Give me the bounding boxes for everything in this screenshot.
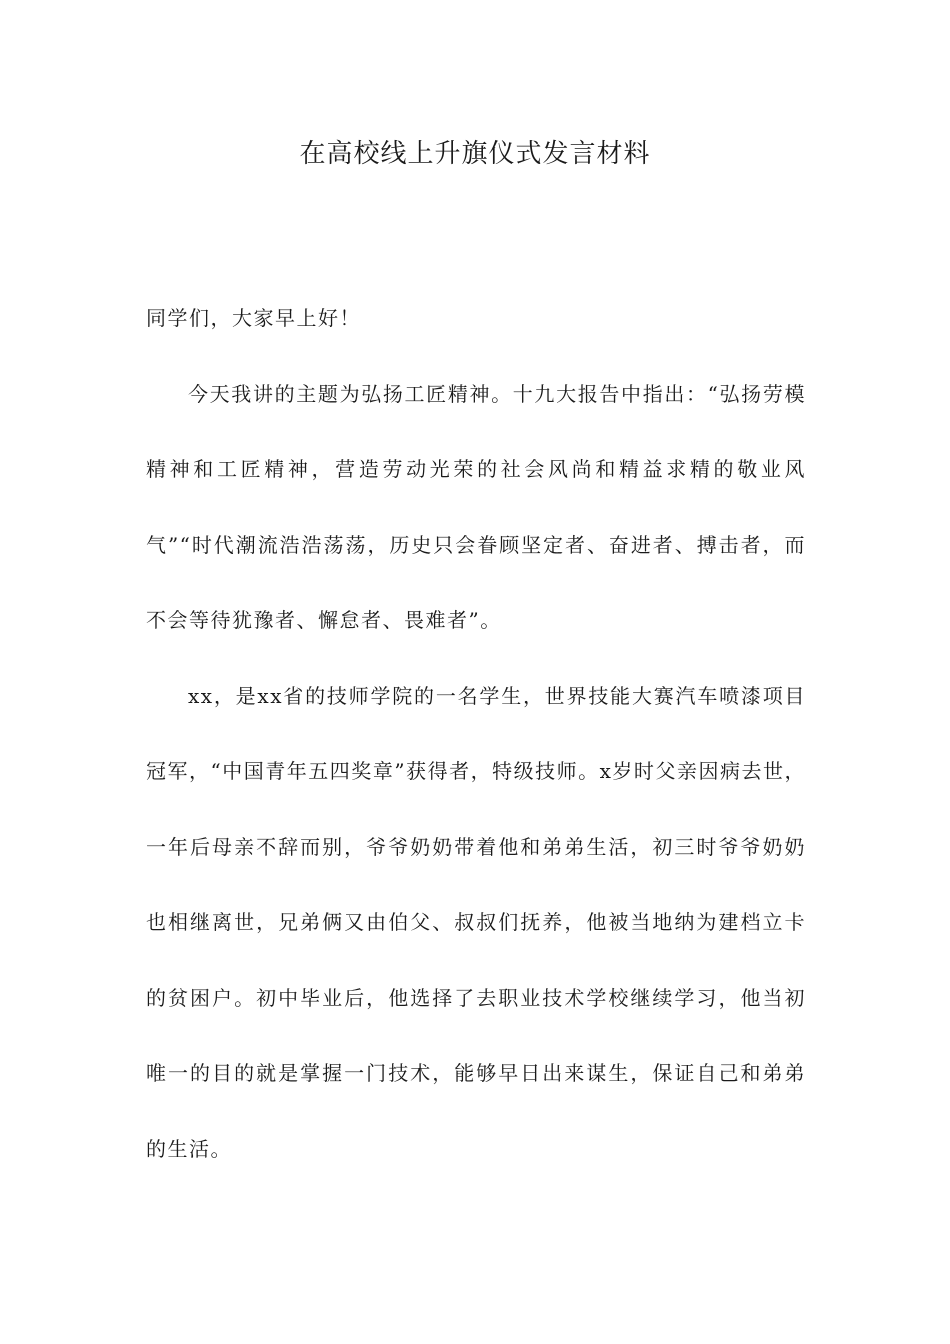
paragraph-theme: 今天我讲的主题为弘扬工匠精神。十九大报告中指出：“弘扬劳模精神和工匠精神，营造劳动光荣的社会风尚和精益求精的敬业风气”“时代潮流浩浩荡荡，历史只会眷顾坚定者、奋进者、搏击者，而不会等待犹豫者、懈怠者、畏难者”。 — [146, 381, 806, 632]
document-body — [146, 281, 806, 1187]
paragraph-story: xx，是xx省的技师学院的一名学生，世界技能大赛汽车喷漆项目冠军，“中国青年五四奖章”获得者，特级技师。x岁时父亲因病去世，一年后母亲不辞而别，爷爷奶奶带着他和弟弟生活，初三时爷爷奶奶也相继离世，兄弟俩又由伯父、叔叔们抚养，他被当地纳为建档立卡的贫困户。初中毕业后，他选择了去职业技术学校继续学习，他当初唯一的目的就是掌握一门技术，能够早日出来谋生，保证自己和弟弟的生活。 — [146, 683, 806, 1161]
page-title: 在高校线上升旗仪式发言材料 — [299, 139, 651, 169]
greeting-line: 同学们，大家早上好！ — [146, 306, 361, 330]
